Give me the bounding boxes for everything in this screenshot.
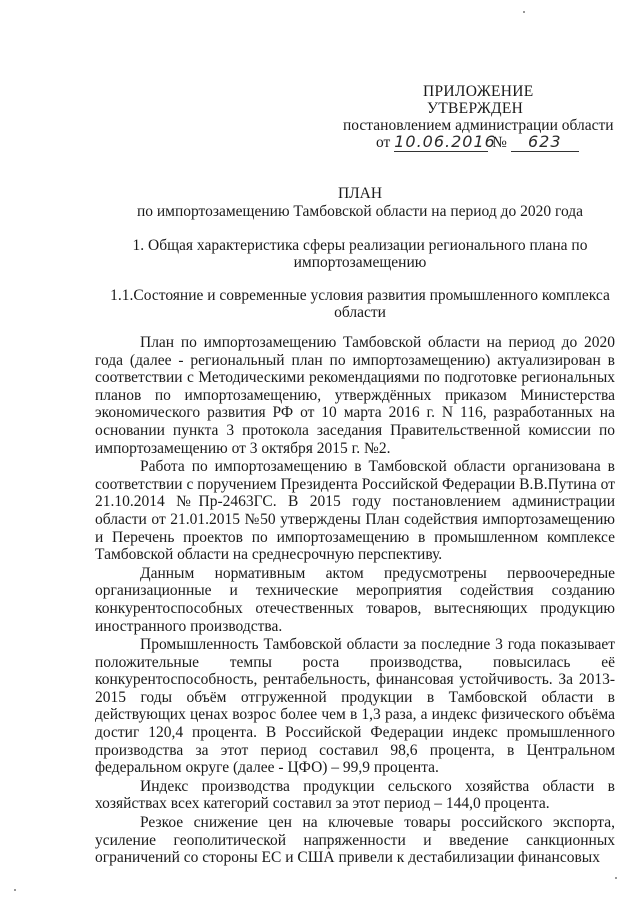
- paragraph: Промышленность Тамбовской области за последние 3 года показывает положительные темпы роста производства, повысилась её конкурентоспособность, рентабельность, финансовая устойчивость. За 2013-2015 годы объём отгруженной продукции в Тамбовской области в действующих ценах возрос более чем в 1,3 раза, а индекс физического объёма достиг 120,4 процента. В Российской Федерации индекс промышленного производства за этот период составил 98,6 процента, в Центральном федеральном округе (далее - ЦФО) – 99,9 процента.: [95, 636, 615, 777]
- decree-number: 623: [511, 134, 579, 152]
- paragraph: План по импортозамещению Тамбовской области на период до 2020 года (далее - региональный план по импортозамещению) актуализирован в соответствии с Методическими рекомендациями по подготовке региональных планов по импортозамещению, утверждённых приказом Министерства экономического развития РФ от 10 марта 2016 г. N 116, разработанных на основании пункта 3 протокола заседания Правительственной комиссии по импортозамещению от 3 октября 2015 г. №2.: [95, 334, 615, 457]
- paragraph: Резкое снижение цен на ключевые товары российского экспорта, усиление геополитической напряженности и введение санкционных ограничений со стороны ЕС и США привели к дестабилизации финансовых: [95, 814, 615, 867]
- approved-label: УТВЕРЖДЕН: [427, 100, 524, 117]
- scan-speck: [523, 11, 525, 13]
- document-body: [95, 334, 615, 868]
- approval-block: [340, 83, 630, 155]
- scan-speck: [615, 877, 617, 879]
- plan-title: ПЛАН: [337, 185, 383, 202]
- decree-date-number: [340, 134, 630, 155]
- appendix-label: ПРИЛОЖЕНИЕ: [423, 83, 534, 100]
- paragraph: Индекс производства продукции сельского хозяйства области в хозяйствах всех категорий составил за этот период – 144,0 процента.: [95, 777, 615, 813]
- number-prefix: №: [492, 134, 507, 151]
- paragraph: Данным нормативным актом предусмотрены первоочередные организационные и технические мероприятия содействия созданию конкурентоспособных отечественных товаров, вытесняющих продукцию иностранного производства.: [95, 564, 615, 635]
- decree-date: 10.06.2016: [394, 132, 496, 151]
- decree-label: постановлением администрации области: [343, 117, 614, 134]
- subsection-1-1-heading: 1.1.Состояние и современные условия развития промышленного комплекса области: [110, 287, 610, 321]
- scan-speck: [14, 889, 16, 891]
- paragraph: Работа по импортозамещению в Тамбовской области организована в соответствии с поручением Президента Российской Федерации В.В.Путина от 21.10.2014 №Пр-2463ГС. В 2015 году постановлением администрации области от 21.01.2015 №50 утверждены План содействия импортозамещению и Перечень проектов по импортозамещению в промышленном комплексе Тамбовской области на среднесрочную перспективу.: [95, 458, 615, 564]
- from-prefix: от: [376, 134, 391, 151]
- plan-subtitle: по импортозамещению Тамбовской области на период до 2020 года: [136, 203, 584, 220]
- section-1-heading: 1. Общая характеристика сферы реализации регионального плана по импортозамещению: [132, 237, 588, 271]
